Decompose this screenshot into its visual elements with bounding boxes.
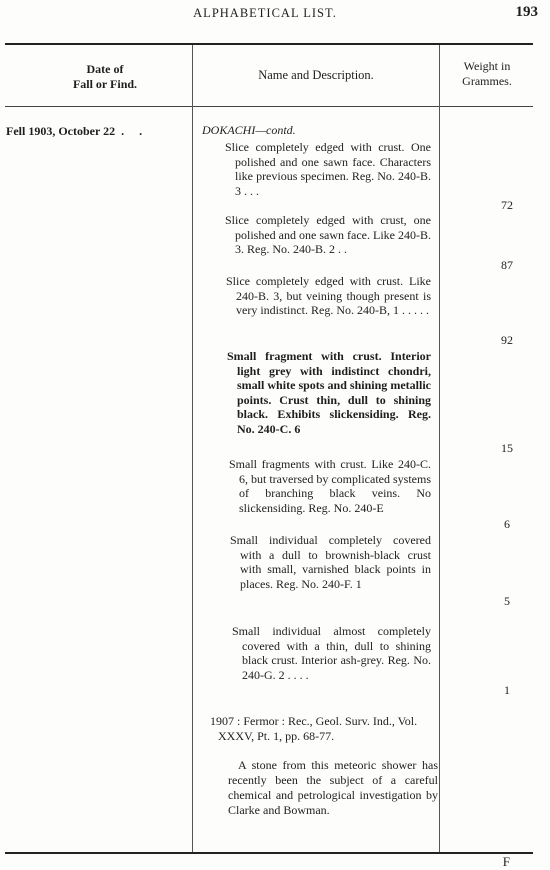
specimen-weight: 15 [501, 441, 513, 455]
meteorite-name: DOKACHI—contd. [202, 123, 296, 137]
specimen-description: Small fragments with crust. Like 240-C. 6, but traversed by complicated systems of branching black veins. No slickensiding. Reg. No. 240-E [229, 457, 431, 515]
signature-mark: F [502, 854, 510, 869]
column-header-weight-line2: Grammes. [462, 74, 512, 88]
specimen-weight: 5 [504, 594, 510, 608]
date-of-fall: Fell 1903, October 22 . . [6, 124, 143, 138]
note-paragraph [228, 758, 438, 818]
specimen-weight: 6 [504, 517, 510, 531]
note-text: A stone from this meteoric shower has recently been the subject of a careful chemical and petrological investigation by Clarke and Bowman. [228, 758, 438, 817]
specimen-description: Small individual almost completely covered with a thin, dull to shining black crust. Interior ash-grey. Reg. No. 240-G. 2 . . . . [232, 624, 431, 682]
column-divider-1 [192, 45, 193, 852]
page-number: 193 [515, 4, 538, 20]
column-header-date-line1: Date of [86, 62, 124, 76]
specimen-weight: 72 [501, 198, 513, 212]
column-header-date-line2: Fall or Find. [72, 77, 138, 91]
specimen-description: Slice completely edged with crust, one polished and one sawn face. Like 240-B. 3. Reg. No. 240-B. 2 . . [225, 213, 431, 257]
table-top-rule [5, 43, 533, 45]
specimen-weight: 92 [501, 333, 513, 347]
specimen-description: Small individual completely covered with a dull to brownish-black crust with small, varnished black points in places. Reg. No. 240-F. 1 [230, 533, 431, 591]
column-header-weight [441, 59, 533, 89]
specimen-weight: 1 [504, 683, 510, 697]
column-header-date [40, 62, 170, 92]
specimen-description: Small fragment with crust. Interior light grey with indistinct chondri, small white spots and shining metallic points. Crust thin, dull to shining black. Exhibits slickensiding. Reg. No. 240-C. 6 [227, 349, 431, 436]
literature-reference: 1907 : Fermor : Rec., Geol. Surv. Ind., Vol. XXXV, Pt. 1, pp. 68-77. [210, 714, 418, 743]
header-bottom-rule [5, 106, 533, 107]
column-header-name: Name and Description. [258, 68, 374, 82]
specimen-weight: 87 [501, 258, 513, 272]
specimen-description: Slice completely edged with crust. Like 240-B. 3, but veining though present is very indistinct. Reg. No. 240-B, 1 . . . . . [226, 274, 431, 318]
column-header-weight-line1: Weight in [463, 59, 511, 73]
specimen-description: Slice completely edged with crust. One polished and one sawn face. Characters like previous specimen. Reg. No. 240-B. 3 . . . [225, 140, 431, 198]
table-bottom-rule [5, 852, 533, 854]
running-header: ALPHABETICAL LIST. [193, 6, 337, 20]
